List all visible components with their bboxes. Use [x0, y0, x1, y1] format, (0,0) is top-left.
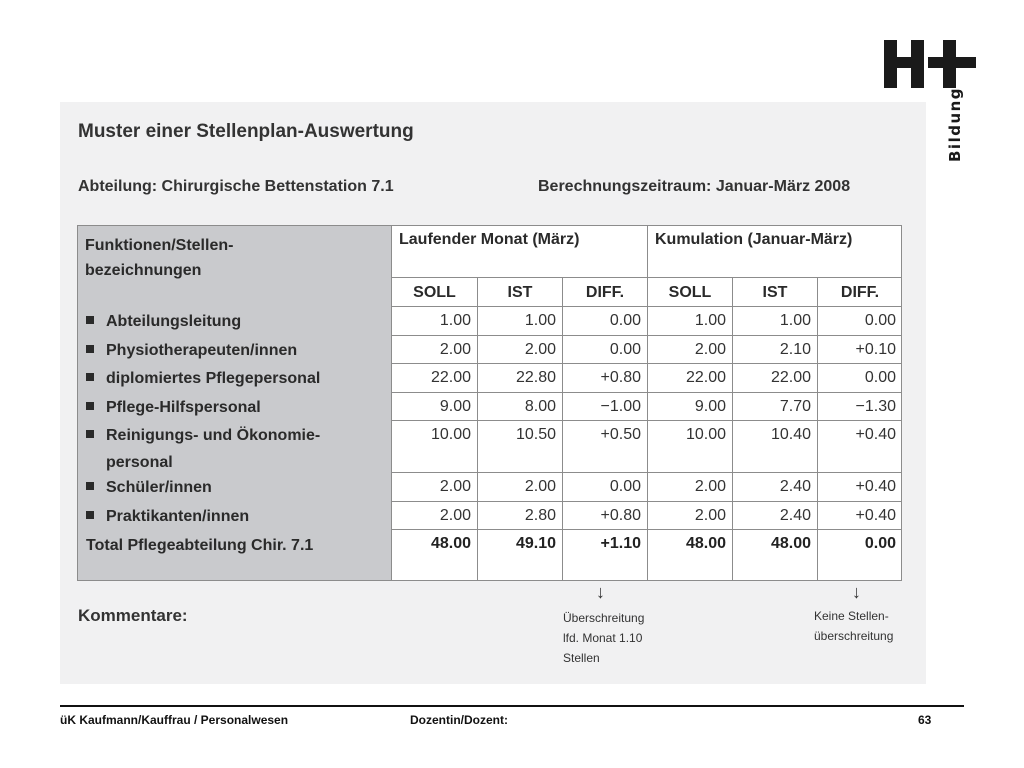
table-cell-current-ist: 22.80 [478, 364, 563, 393]
row-label [86, 503, 249, 530]
row-label-text: Praktikanten/innen [106, 508, 250, 525]
table-cell-cumulative-ist: 10.40 [733, 421, 818, 473]
header-line-1: Funktionen/Stellen- [85, 237, 234, 254]
column-header-cumulative-ist: IST [733, 278, 818, 307]
note-cumulative [814, 606, 893, 646]
period-label: Berechnungszeitraum: Januar-März 2008 [538, 178, 851, 195]
table-cell-cumulative-diff: 0.00 [818, 364, 902, 393]
bullet-icon [86, 430, 94, 438]
table-cell-cumulative-soll: 2.00 [648, 473, 733, 502]
column-header-current-ist: IST [478, 278, 563, 307]
row-label [86, 474, 212, 501]
row-label [86, 394, 261, 421]
table-cell-current-ist: 2.80 [478, 502, 563, 530]
department-label: Abteilung: Chirurgische Bettenstation 7.1 [78, 178, 394, 195]
bullet-icon [86, 345, 94, 353]
table-cell-current-ist: 8.00 [478, 393, 563, 421]
table-cell-cumulative-diff: +0.40 [818, 421, 902, 473]
total-cell-cumulative-diff: 0.00 [864, 535, 896, 552]
table-cell-current-ist: 10.50 [478, 421, 563, 473]
table-cell-current-diff: 0.00 [563, 307, 648, 336]
table-cell-cumulative-diff: +0.10 [818, 336, 902, 364]
table-cell-cumulative-diff: 0.00 [818, 307, 902, 336]
logo-wordmark: Bildung [946, 86, 964, 162]
table-cell-current-diff: +0.50 [563, 421, 648, 473]
table-cell-current-soll: 2.00 [392, 502, 478, 530]
column-header-current-soll: SOLL [392, 278, 478, 307]
table-cell-cumulative-diff: −1.30 [818, 393, 902, 421]
table-cell-current-soll: 1.00 [392, 307, 478, 336]
header-line-2: bezeichnungen [85, 262, 202, 279]
arrow-down-icon: ↓ [596, 582, 605, 602]
table-cell-current-ist: 2.00 [478, 336, 563, 364]
column-header-cumulative-soll: SOLL [648, 278, 733, 307]
table-cell-cumulative-ist: 1.00 [733, 307, 818, 336]
note-line: Stellen [563, 651, 600, 665]
table-cell-cumulative-soll: 9.00 [648, 393, 733, 421]
table-cell-current-soll: 9.00 [392, 393, 478, 421]
page-number: 63 [918, 713, 932, 727]
note-line: überschreitung [814, 629, 894, 643]
arrow-down-icon: ↓ [852, 582, 861, 602]
group-header-cumulative: Kumulation (Januar-März) [648, 225, 902, 278]
footer-course: üK Kaufmann/Kauffrau / Personalwesen [60, 713, 289, 727]
table-cell-cumulative-soll: 1.00 [648, 307, 733, 336]
table-cell-cumulative-soll: 10.00 [648, 421, 733, 473]
table-cell-current-diff: +0.80 [563, 364, 648, 393]
table-cell-current-soll: 2.00 [392, 336, 478, 364]
row-label [86, 365, 320, 392]
table-cell-current-diff: +0.80 [563, 502, 648, 530]
row-label-text: diplomiertes Pflegepersonal [106, 370, 321, 387]
table-cell-cumulative-diff: +0.40 [818, 473, 902, 502]
note-line: Keine Stellen- [814, 609, 889, 623]
group-header-current-month: Laufender Monat (März) [392, 225, 648, 278]
row-label-text: Physiotherapeuten/innen [106, 342, 298, 359]
table-cell-cumulative-diff: +0.40 [818, 502, 902, 530]
row-label-text: Pflege-Hilfspersonal [106, 399, 261, 416]
bullet-icon [86, 482, 94, 490]
table-cell-cumulative-soll: 22.00 [648, 364, 733, 393]
table-cell-cumulative-ist: 7.70 [733, 393, 818, 421]
total-cell-current-diff: +1.10 [563, 530, 648, 581]
row-label-text: Schüler/innen [106, 479, 212, 496]
table-cell-current-diff: 0.00 [563, 473, 648, 502]
footer-lecturer: Dozentin/Dozent: [410, 713, 508, 727]
row-label [86, 308, 241, 335]
row-label-continuation: personal [106, 454, 173, 471]
note-current-month [563, 608, 644, 668]
table-cell-current-soll: 22.00 [392, 364, 478, 393]
total-cell-cumulative-ist: 48.00 [733, 530, 818, 581]
function-column-header [85, 233, 385, 283]
row-label [86, 337, 297, 364]
footer-divider [60, 705, 964, 707]
table-cell-cumulative-ist: 2.10 [733, 336, 818, 364]
table-cell-current-diff: 0.00 [563, 336, 648, 364]
bullet-icon [86, 373, 94, 381]
column-header-cumulative-diff: DIFF. [818, 278, 902, 307]
table-cell-current-ist: 1.00 [478, 307, 563, 336]
table-cell-current-soll: 10.00 [392, 421, 478, 473]
table-cell-cumulative-soll: 2.00 [648, 502, 733, 530]
bullet-icon [86, 511, 94, 519]
note-line: lfd. Monat 1.10 [563, 631, 643, 645]
table-cell-cumulative-ist: 22.00 [733, 364, 818, 393]
total-cell-current-ist: 49.10 [478, 530, 563, 581]
table-cell-current-ist: 2.00 [478, 473, 563, 502]
total-cell-cumulative-soll: 48.00 [648, 530, 733, 581]
bullet-icon [86, 402, 94, 410]
total-cell-current-soll: 48.00 [392, 530, 478, 581]
h-plus-logo-mark [884, 40, 976, 88]
table-cell-cumulative-soll: 2.00 [648, 336, 733, 364]
table-cell-cumulative-ist: 2.40 [733, 502, 818, 530]
column-header-current-diff: DIFF. [563, 278, 648, 307]
comments-label: Kommentare: [78, 606, 188, 625]
table-cell-current-diff: −1.00 [563, 393, 648, 421]
row-label [86, 422, 320, 476]
table-cell-cumulative-ist: 2.40 [733, 473, 818, 502]
total-row-label: Total Pflegeabteilung Chir. 7.1 [86, 537, 314, 554]
figure-title: Muster einer Stellenplan-Auswertung [78, 121, 414, 142]
bullet-icon [86, 316, 94, 324]
note-line: Überschreitung [563, 611, 645, 625]
row-label-text: Reinigungs- und Ökonomie- [106, 427, 321, 444]
table-cell-current-soll: 2.00 [392, 473, 478, 502]
row-label-text: Abteilungsleitung [106, 313, 242, 330]
